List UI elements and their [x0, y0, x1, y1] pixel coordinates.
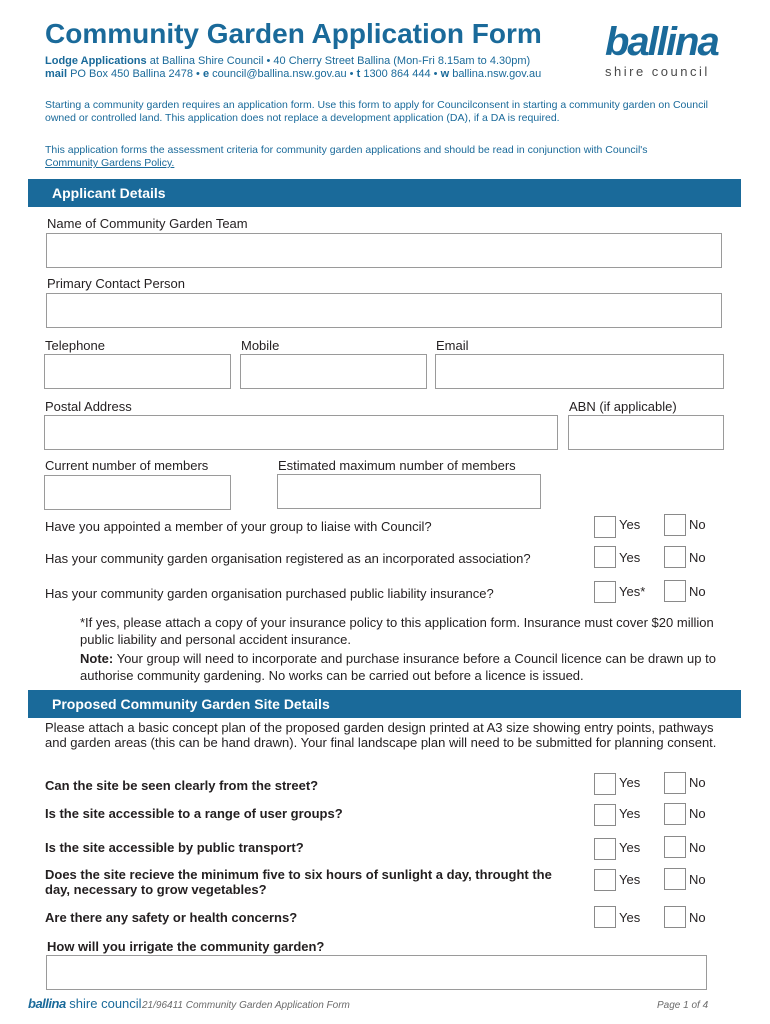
max-members-label: Estimated maximum number of members [278, 458, 516, 473]
mail-label: mail [45, 68, 68, 80]
mail-text: PO Box 450 Ballina 2478 • [67, 68, 203, 80]
lodge-line [45, 55, 530, 67]
safety-no-label: No [689, 910, 706, 925]
mobile-label: Mobile [241, 338, 280, 353]
incorporated-no-label: No [689, 550, 706, 565]
incorporation-note [80, 650, 730, 684]
policy-paragraph [45, 144, 735, 170]
insurance-yes-label: Yes* [619, 584, 646, 599]
current-members-label: Current number of members [45, 458, 209, 473]
page-title: Community Garden Application Form [45, 18, 542, 49]
lodge-text: at Ballina Shire Council • 40 Cherry Street Ballina (Mon-Fri 8.15am to 4.30pm) [146, 55, 531, 67]
insurance-question: Has your community garden organisation purchased public liability insurance? [45, 586, 494, 601]
email-field[interactable] [435, 354, 724, 389]
public-transport-question: Is the site accessible by public transport? [45, 840, 304, 855]
lodge-label: Lodge Applications [45, 55, 147, 67]
street-no-label: No [689, 775, 706, 790]
user-groups-no-checkbox[interactable] [664, 803, 686, 825]
ballina-logo [605, 22, 730, 79]
liaison-no-label: No [689, 517, 706, 532]
user-groups-yes-checkbox[interactable] [594, 804, 616, 826]
note-label: Note: [80, 651, 114, 666]
incorporated-yes-label: Yes [619, 550, 641, 565]
transport-yes-label: Yes [619, 840, 641, 855]
site-intro: Please attach a basic concept plan of the proposed garden design printed at A3 size showing entry points, pathways and garden areas (this can be hand drawn). Your final landscape plan will need to be submitted for planning consent. [45, 720, 717, 750]
incorporated-yes-checkbox[interactable] [594, 546, 616, 568]
transport-yes-checkbox[interactable] [594, 838, 616, 860]
user-groups-yes-label: Yes [619, 806, 641, 821]
max-members-field[interactable] [277, 474, 541, 509]
email-text: council@ballina.nsw.gov.au • [209, 68, 357, 80]
contact-person-field[interactable] [46, 293, 722, 328]
footer-logo-sub: shire council [65, 996, 142, 1011]
safety-question: Are there any safety or health concerns? [45, 910, 298, 925]
team-name-field[interactable] [46, 233, 722, 268]
safety-yes-label: Yes [619, 910, 641, 925]
postal-address-field[interactable] [44, 415, 558, 450]
page-number: Page 1 of 4 [657, 1000, 709, 1011]
mobile-field[interactable] [240, 354, 427, 389]
liaison-no-checkbox[interactable] [664, 514, 686, 536]
applicant-details-heading: Applicant Details [28, 179, 741, 207]
note-text: Your group will need to incorporate and purchase insurance before a Council licence can be drawn up to authorise community gardening. No works can be carried out before a licence is issued. [80, 651, 716, 683]
user-groups-no-label: No [689, 806, 706, 821]
policy-text: This application forms the assessment criteria for community garden applications and should be read in conjunction with Council's [45, 144, 648, 156]
liaison-yes-checkbox[interactable] [594, 516, 616, 538]
sunlight-no-checkbox[interactable] [664, 868, 686, 890]
insurance-note: *If yes, please attach a copy of your insurance policy to this application form. Insurance must cover $20 million public liability and personal accident insurance. [80, 615, 714, 647]
web-label-short: w [440, 68, 450, 80]
footer-logo-main: ballina [28, 996, 66, 1011]
current-members-field[interactable] [44, 475, 231, 510]
irrigation-question: How will you irrigate the community garden? [47, 939, 325, 954]
web-text: ballina.nsw.gov.au [449, 68, 542, 80]
incorporated-no-checkbox[interactable] [664, 546, 686, 568]
insurance-no-checkbox[interactable] [664, 580, 686, 602]
liaison-question: Have you appointed a member of your group to liaise with Council? [45, 519, 432, 534]
street-yes-checkbox[interactable] [594, 773, 616, 795]
street-no-checkbox[interactable] [664, 772, 686, 794]
footer-logo [28, 996, 142, 1011]
safety-no-checkbox[interactable] [664, 906, 686, 928]
email-label-short: e [202, 68, 210, 80]
abn-field[interactable] [568, 415, 724, 450]
user-groups-question: Is the site accessible to a range of user groups? [45, 806, 343, 821]
intro-paragraph: Starting a community garden requires an application form. Use this form to apply for Councilconsent in starting a community garden on Council owned or controlled land. This application does not replace a development application (DA), if a DA is required. [45, 99, 708, 124]
incorporated-question: Has your community garden organisation registered as an incorporated association? [45, 551, 531, 566]
insurance-yes-checkbox[interactable] [594, 581, 616, 603]
sunlight-no-label: No [689, 872, 706, 887]
transport-no-checkbox[interactable] [664, 836, 686, 858]
team-name-label: Name of Community Garden Team [47, 216, 248, 231]
street-yes-label: Yes [619, 775, 641, 790]
street-visibility-question: Can the site be seen clearly from the street? [45, 778, 319, 793]
irrigation-field[interactable] [46, 955, 707, 990]
phone-label-short: t [356, 68, 361, 80]
sunlight-question: Does the site recieve the minimum five to six hours of sunlight a day, throught the day, necessary to grow vegetables? [45, 867, 552, 897]
site-details-heading: Proposed Community Garden Site Details [28, 690, 741, 718]
logo-main-text: ballina [605, 20, 718, 64]
liaison-yes-label: Yes [619, 517, 641, 532]
sunlight-yes-label: Yes [619, 872, 641, 887]
contact-person-label: Primary Contact Person [47, 276, 185, 291]
insurance-no-label: No [689, 584, 706, 599]
sunlight-yes-checkbox[interactable] [594, 869, 616, 891]
telephone-field[interactable] [44, 354, 231, 389]
telephone-label: Telephone [45, 338, 105, 353]
phone-text: 1300 864 444 • [360, 68, 441, 80]
safety-yes-checkbox[interactable] [594, 906, 616, 928]
abn-label: ABN (if applicable) [569, 399, 677, 414]
postal-address-label: Postal Address [45, 399, 132, 414]
document-reference: 21/96411 Community Garden Application Form [142, 1000, 350, 1011]
transport-no-label: No [689, 840, 706, 855]
logo-sub-text: shire council [605, 64, 710, 79]
contact-line [45, 68, 541, 80]
policy-link[interactable]: Community Gardens Policy. [45, 157, 175, 169]
email-label: Email [436, 338, 469, 353]
